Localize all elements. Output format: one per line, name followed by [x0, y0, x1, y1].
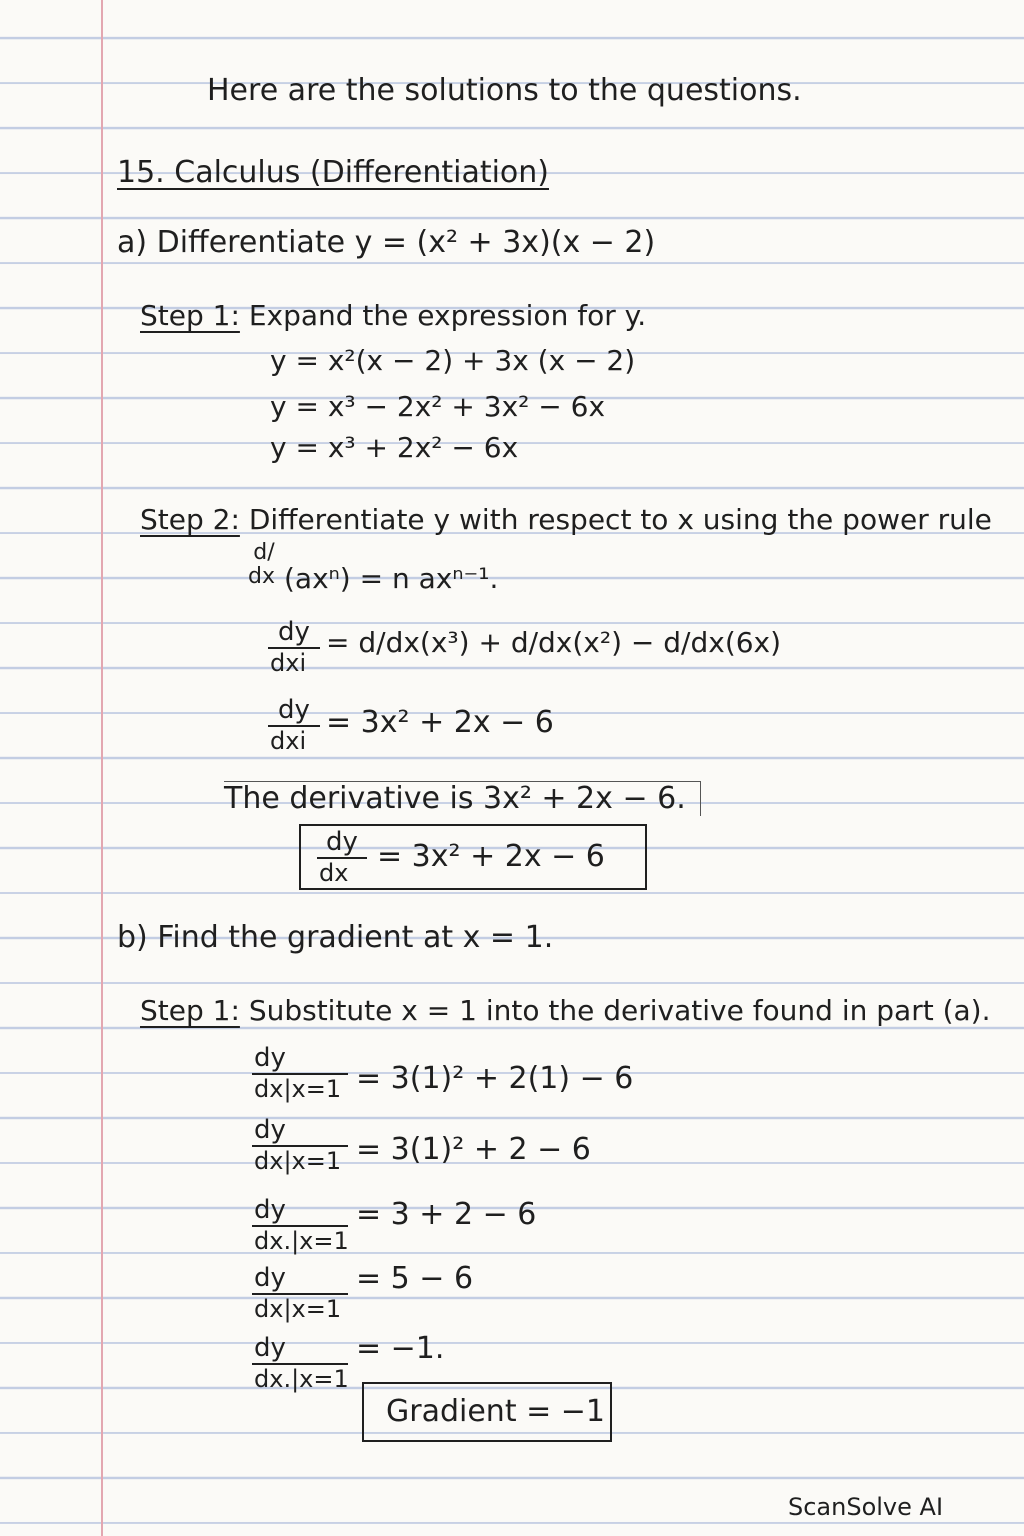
step-text: Expand the expression for y. — [248, 299, 647, 332]
part-a-step1 — [140, 299, 646, 333]
part-a-heading: a) Differentiate y = (x² + 3x)(x − 2) — [117, 225, 656, 260]
substitution-line-2: = 3(1)² + 2 − 6 — [356, 1132, 591, 1167]
part-a-step2 — [140, 503, 992, 537]
frac-denominator: dxi — [270, 727, 307, 755]
frac-denominator: dx.|x=1 — [254, 1227, 349, 1255]
step-label: Step 1: — [140, 299, 240, 332]
scansolve-watermark: ScanSolve AI — [788, 1493, 944, 1521]
frac-numerator: dy — [252, 1196, 348, 1227]
frac-numerator: dy — [268, 618, 320, 649]
frac-denominator: dx — [319, 859, 349, 887]
substitution-line-3: = 3 + 2 − 6 — [356, 1197, 537, 1232]
evaluated-derivative-fraction — [252, 1196, 348, 1255]
power-rule-text: (axⁿ) = n axⁿ⁻¹. — [284, 562, 499, 595]
part-b-step1 — [140, 994, 991, 1028]
gradient-answer-box — [362, 1382, 612, 1442]
boxed-derivative: = 3x² + 2x − 6 — [377, 839, 605, 874]
step-label: Step 2: — [140, 503, 240, 536]
substitution-line-1: = 3(1)² + 2(1) − 6 — [356, 1061, 634, 1096]
frac-numerator: dy — [252, 1044, 348, 1075]
frac-numerator: dy — [317, 828, 367, 859]
frac-denominator: dx|x=1 — [254, 1147, 342, 1175]
frac-numerator: dy — [252, 1334, 348, 1365]
frac-numerator: dy — [252, 1264, 348, 1295]
frac-denominator: dx|x=1 — [254, 1075, 342, 1103]
gradient-answer: Gradient = −1 — [386, 1394, 606, 1429]
dy-dx-fraction — [268, 618, 320, 677]
derivative-sum-line: = d/dx(x³) + d/dx(x²) − d/dx(6x) — [326, 626, 782, 659]
expand-line-3: y = x³ + 2x² − 6x — [270, 431, 519, 464]
derivative-answer-box — [299, 824, 647, 890]
question-title: 15. Calculus (Differentiation) — [117, 155, 549, 190]
evaluated-derivative-fraction — [252, 1044, 348, 1103]
frac-denominator: dx — [248, 564, 275, 589]
dy-dx-fraction — [317, 828, 367, 887]
derivative-conclusion: The derivative is 3x² + 2x − 6. — [224, 781, 701, 816]
part-b-heading: b) Find the gradient at x = 1. — [117, 920, 554, 955]
evaluated-derivative-fraction — [252, 1116, 348, 1175]
evaluated-derivative-fraction — [252, 1334, 348, 1393]
frac-denominator: dxi — [270, 649, 307, 677]
expand-line-1: y = x²(x − 2) + 3x (x − 2) — [270, 344, 636, 377]
frac-numerator: dy — [268, 696, 320, 727]
frac-numerator: d/ — [253, 540, 275, 565]
frac-denominator: dx.|x=1 — [254, 1365, 349, 1393]
dy-dx-fraction — [268, 696, 320, 755]
substitution-line-4: = 5 − 6 — [356, 1261, 474, 1296]
step-label: Step 1: — [140, 994, 240, 1027]
frac-denominator: dx|x=1 — [254, 1295, 342, 1323]
frac-numerator: dy — [252, 1116, 348, 1147]
derivative-result-line: = 3x² + 2x − 6 — [326, 705, 554, 740]
step-text: Substitute x = 1 into the derivative found in part (a). — [248, 994, 991, 1027]
step-text: Differentiate y with respect to x using the power rule — [248, 503, 992, 536]
expand-line-2: y = x³ − 2x² + 3x² − 6x — [270, 390, 606, 423]
substitution-line-5: = −1. — [356, 1331, 445, 1366]
evaluated-derivative-fraction — [252, 1264, 348, 1323]
intro-text: Here are the solutions to the questions. — [207, 73, 802, 108]
power-rule-fraction — [246, 542, 282, 589]
